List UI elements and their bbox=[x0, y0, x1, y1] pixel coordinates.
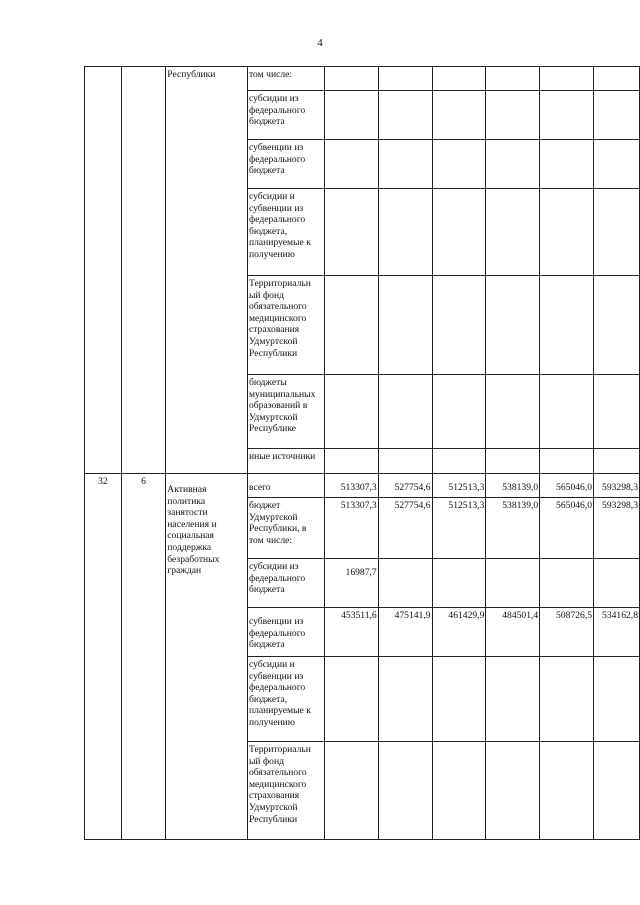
cell-subnumber bbox=[121, 67, 166, 474]
funding-source: Территориальн ый фонд обязательного медицинского страхования Удмуртской Республики bbox=[247, 742, 324, 840]
table-row bbox=[85, 474, 640, 498]
value-cell bbox=[486, 559, 540, 608]
funding-source: иные источники bbox=[247, 449, 324, 474]
funding-source: Территориальн ый фонд обязательного медицинского страхования Удмуртской Республики bbox=[247, 276, 324, 375]
program-name: Республики bbox=[166, 67, 248, 474]
value-cell: 527754,6 bbox=[378, 474, 432, 498]
value-cell: 16987,7 bbox=[324, 559, 378, 608]
cell-number: 32 bbox=[85, 474, 122, 840]
value-cell: 453511,6 bbox=[324, 608, 378, 657]
value-cell: 484501,4 bbox=[486, 608, 540, 657]
funding-source: субвенции из федерального бюджета bbox=[247, 140, 324, 189]
value-cell bbox=[378, 657, 432, 742]
funding-source: субсидии и субвенции из федерального бюджета, планируемые к получению bbox=[247, 657, 324, 742]
value-cell bbox=[378, 559, 432, 608]
program-name: Активная политика занятости населения и социальная поддержка безработных граждан bbox=[166, 474, 248, 840]
value-cell: 565046,0 bbox=[540, 498, 594, 559]
value-cell bbox=[432, 657, 486, 742]
value-cell bbox=[540, 657, 594, 742]
table-row bbox=[85, 67, 640, 91]
value-cell bbox=[594, 657, 640, 742]
funding-source: субсидии из федерального бюджета bbox=[247, 91, 324, 140]
value-cell: 538139,0 bbox=[486, 474, 540, 498]
value-cell bbox=[324, 657, 378, 742]
value-cell: 565046,0 bbox=[540, 474, 594, 498]
value-cell bbox=[540, 742, 594, 840]
value-cell: 538139,0 bbox=[486, 498, 540, 559]
cell-subnumber: 6 bbox=[121, 474, 166, 840]
funding-source: субсидии и субвенции из федерального бюджета, планируемые к получению bbox=[247, 189, 324, 276]
funding-source: бюджет Удмуртской Республики, в том числе: bbox=[247, 498, 324, 559]
value-cell: 527754,6 bbox=[378, 498, 432, 559]
value-cell bbox=[432, 742, 486, 840]
value-cell bbox=[594, 742, 640, 840]
value-cell: 513307,3 bbox=[324, 498, 378, 559]
funding-source: субсидии из федерального бюджета bbox=[247, 559, 324, 608]
value-cell bbox=[324, 742, 378, 840]
cell-number bbox=[85, 67, 122, 474]
value-cell bbox=[432, 559, 486, 608]
value-cell bbox=[540, 559, 594, 608]
value-cell: 534162,8 bbox=[594, 608, 640, 657]
value-cell bbox=[486, 657, 540, 742]
value-cell: 593298,3 bbox=[594, 474, 640, 498]
value-cell: 593298,3 bbox=[594, 498, 640, 559]
budget-table bbox=[84, 66, 640, 840]
page-number: 4 bbox=[317, 37, 323, 49]
funding-source: субвенции из федерального бюджета bbox=[247, 608, 324, 657]
value-cell bbox=[486, 742, 540, 840]
value-cell bbox=[378, 742, 432, 840]
funding-source: бюджеты муниципальных образований в Удмуртской Республике bbox=[247, 375, 324, 449]
value-cell: 512513,3 bbox=[432, 498, 486, 559]
value-cell: 513307,3 bbox=[324, 474, 378, 498]
funding-source: том числе: bbox=[247, 67, 324, 91]
value-cell: 461429,9 bbox=[432, 608, 486, 657]
value-cell: 475141,9 bbox=[378, 608, 432, 657]
value-cell bbox=[594, 559, 640, 608]
value-cell: 508726,5 bbox=[540, 608, 594, 657]
value-cell: 512513,3 bbox=[432, 474, 486, 498]
funding-source: всего bbox=[247, 474, 324, 498]
